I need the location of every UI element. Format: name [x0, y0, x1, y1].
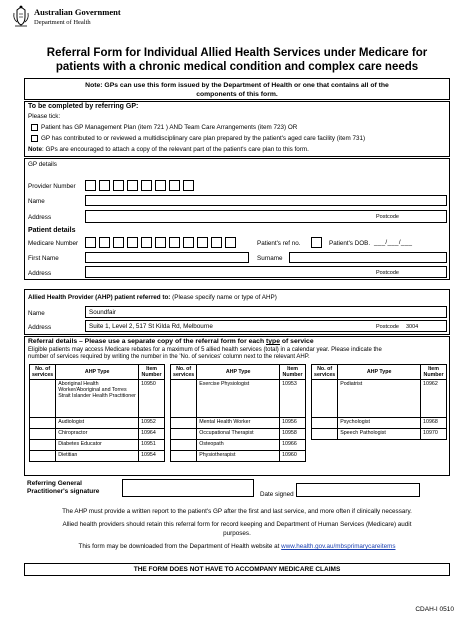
ahp-type-cell: Aboriginal Health Worker/Aboriginal and Torres Strait Islander Health Practitioner — [56, 380, 139, 418]
patient-first-name-field[interactable] — [85, 252, 249, 263]
table-row — [312, 429, 447, 440]
medicare-number-digit[interactable] — [127, 237, 138, 248]
medicare-number-digit[interactable] — [197, 237, 208, 248]
table-row — [171, 440, 306, 451]
note-line-1: Note: GPs can use this form issued by the Department of Health or one that contains all of the — [85, 82, 389, 89]
signature-area — [24, 477, 450, 501]
item-number-cell: 10951 — [139, 440, 165, 451]
health-website-link[interactable]: www.health.gov.au/mbsprimarycareitems — [281, 543, 396, 550]
patient-ref-label: Patient's ref no. — [257, 240, 301, 247]
note-box — [24, 78, 450, 100]
col-item-header: Item Number — [139, 365, 165, 380]
coat-of-arms-icon — [12, 5, 30, 29]
signature-label — [27, 480, 99, 496]
item-number-cell: 10954 — [139, 451, 165, 462]
ahp-table-1 — [29, 364, 165, 462]
table-row — [30, 451, 165, 462]
title-line-1: Referral Form for Individual Allied Health Services under Medicare for — [46, 47, 428, 59]
ahp-postcode-value: 3004 — [406, 324, 419, 330]
referral-desc-2: number of services required by writing the number in the 'No. of services' column next to the relevant AHP. — [28, 354, 310, 360]
ahp-address-label: Address — [28, 324, 52, 331]
no-of-services-cell[interactable] — [171, 380, 197, 418]
date-signed-label: Date signed — [260, 491, 294, 498]
footer-report-note: The AHP must provide a written report to the patient's GP after the first and last service, and more often if clinically necessary. — [62, 508, 412, 515]
ahp-type-cell: Occupational Therapist — [197, 429, 280, 440]
no-of-services-cell[interactable] — [171, 429, 197, 440]
referral-heading-text: Referral details – Please use a separate copy of the referral form for each — [28, 338, 265, 345]
no-of-services-cell[interactable] — [312, 418, 338, 429]
ahp-name-label: Name — [28, 310, 45, 317]
ahp-type-cell: Psychologist — [338, 418, 421, 429]
ahp-section — [24, 289, 450, 335]
claims-notice: THE FORM DOES NOT HAVE TO ACCOMPANY MEDICARE CLAIMS — [24, 563, 450, 576]
ahp-type-cell: Osteopath — [197, 440, 280, 451]
option2-label: GP has contributed to or reviewed a multidisciplinary care plan prepared by the patient's aged care facility (item 731) — [41, 135, 366, 142]
provider-number-digit[interactable] — [113, 180, 124, 191]
footer-retain-line-2: purposes. — [223, 529, 251, 537]
no-of-services-cell[interactable] — [30, 380, 56, 418]
patient-first-name-label: First Name — [28, 255, 59, 262]
table-row — [312, 418, 447, 429]
gp-name-field[interactable] — [85, 195, 447, 206]
col-type-header: AHP Type — [197, 365, 280, 380]
ahp-address-value: Suite 1, Level 2, 517 St Kilda Rd, Melbourne — [89, 323, 213, 330]
provider-number-digit[interactable] — [85, 180, 96, 191]
item-number-cell: 10970 — [421, 429, 447, 440]
col-no-header: No. of services — [312, 365, 338, 380]
ahp-type-cell: Dietitian — [56, 451, 139, 462]
medicare-number-digit[interactable] — [155, 237, 166, 248]
ahp-type-cell: Speech Pathologist — [338, 429, 421, 440]
title-line-2: patients with a chronic medical condition and complex care needs — [55, 61, 419, 73]
footer-retain-line-1: Allied health providers should retain this referral form for record keeping and Department of Human Services (Medicare) audit — [62, 521, 412, 528]
table-row — [30, 418, 165, 429]
provider-number-digit[interactable] — [169, 180, 180, 191]
referral-heading — [28, 338, 314, 345]
government-name: Australian Government — [34, 7, 121, 17]
ahp-type-cell: Mental Health Worker — [197, 418, 280, 429]
gp-postcode-label: Postcode — [376, 214, 399, 220]
gp-note-prefix: Note — [28, 146, 42, 153]
no-of-services-cell[interactable] — [171, 418, 197, 429]
item-number-cell: 10953 — [280, 380, 306, 418]
table-row — [171, 418, 306, 429]
table-row — [312, 380, 447, 418]
patient-dob-label: Patient's DOB. — [329, 240, 371, 247]
table-row — [171, 429, 306, 440]
provider-number-digit[interactable] — [99, 180, 110, 191]
col-no-header: No. of services — [30, 365, 56, 380]
no-of-services-cell[interactable] — [30, 418, 56, 429]
item-number-cell: 10950 — [139, 380, 165, 418]
page-title — [20, 46, 454, 74]
patient-ref-field[interactable] — [311, 237, 322, 248]
ahp-name-field[interactable] — [85, 306, 447, 318]
gp-management-plan-checkbox[interactable] — [31, 124, 38, 131]
patient-postcode-label: Postcode — [376, 270, 399, 276]
ahp-type-cell: Exercise Physiologist — [197, 380, 280, 418]
gp-note — [28, 146, 309, 153]
date-signed-field[interactable] — [296, 483, 420, 497]
patient-details-heading: Patient details — [28, 227, 76, 234]
ahp-table-3 — [311, 364, 447, 440]
ahp-address-field[interactable] — [85, 320, 447, 332]
table-row — [171, 451, 306, 462]
no-of-services-cell[interactable] — [30, 440, 56, 451]
referral-section — [24, 336, 450, 476]
multidisciplinary-plan-checkbox[interactable] — [31, 135, 38, 142]
footer-retain-note — [24, 521, 450, 538]
no-of-services-cell[interactable] — [30, 451, 56, 462]
provider-number-digit[interactable] — [127, 180, 138, 191]
medicare-number-digit[interactable] — [183, 237, 194, 248]
col-no-header: No. of services — [171, 365, 197, 380]
ahp-heading-note: (Please specify name or type of AHP) — [170, 294, 277, 301]
medicare-number-digit[interactable] — [85, 237, 96, 248]
medicare-number-digit[interactable] — [141, 237, 152, 248]
patient-surname-field[interactable] — [289, 252, 447, 263]
referral-heading-underline: type — [266, 338, 280, 345]
provider-number-digit[interactable] — [183, 180, 194, 191]
ahp-postcode-label: Postcode — [376, 324, 399, 330]
table-row — [30, 440, 165, 451]
footer-download-text: This form may be downloaded from the Department of Health website at — [78, 543, 280, 550]
no-of-services-cell[interactable] — [30, 429, 56, 440]
ahp-type-cell: Audiologist — [56, 418, 139, 429]
item-number-cell: 10962 — [421, 380, 447, 418]
department-name: Department of Health — [34, 19, 91, 26]
ahp-heading-bold: Allied Health Provider (AHP) patient referred to: — [28, 294, 171, 301]
no-of-services-cell[interactable] — [171, 440, 197, 451]
ahp-type-cell: Chiropractor — [56, 429, 139, 440]
provider-number-label: Provider Number — [28, 183, 76, 190]
col-item-header: Item Number — [421, 365, 447, 380]
referral-heading-end: of service — [279, 338, 314, 345]
note-line-2: components of this form. — [196, 91, 278, 98]
item-number-cell: 10966 — [280, 440, 306, 451]
patient-address-field[interactable] — [85, 266, 447, 278]
government-logo — [12, 5, 122, 33]
referral-desc-1: Eligible patients may access Medicare rebates for a maximum of 5 allied health services (total) in a calendar year. Please indicate the — [28, 347, 382, 353]
option1-label: Patient has GP Management Plan (item 721 ) AND Team Care Arrangements (item 723) OR — [41, 124, 298, 131]
provider-number-digit[interactable] — [141, 180, 152, 191]
medicare-number-digit[interactable] — [211, 237, 222, 248]
col-type-header: AHP Type — [56, 365, 139, 380]
table-row — [30, 429, 165, 440]
table-row — [30, 380, 165, 418]
table-row — [171, 380, 306, 418]
medicare-number-digit[interactable] — [113, 237, 124, 248]
medicare-number-digit[interactable] — [225, 237, 236, 248]
signature-field[interactable] — [122, 479, 254, 497]
item-number-cell: 10960 — [280, 451, 306, 462]
medicare-number-digit[interactable] — [169, 237, 180, 248]
form-code: CDAH-I 0510 — [415, 606, 454, 613]
no-of-services-cell[interactable] — [171, 451, 197, 462]
col-item-header: Item Number — [280, 365, 306, 380]
gp-address-label: Address — [28, 214, 52, 221]
ahp-type-cell: Physiotherapist — [197, 451, 280, 462]
signature-label-1: Referring General — [27, 480, 82, 487]
patient-dob-field[interactable]: ___/___/___ — [374, 239, 413, 246]
gp-section — [24, 101, 450, 157]
signature-label-2: Practitioner's signature — [27, 488, 100, 495]
footer-download-note — [24, 543, 450, 552]
item-number-cell: 10968 — [421, 418, 447, 429]
patient-address-label: Address — [28, 270, 52, 277]
gp-note-text: : GPs are encouraged to attach a copy of the relevant part of the patient's care plan to this form. — [42, 146, 309, 153]
no-of-services-cell[interactable] — [312, 429, 338, 440]
patient-surname-label: Surname — [257, 255, 283, 262]
item-number-cell: 10956 — [280, 418, 306, 429]
gp-name-label: Name — [28, 198, 45, 205]
gp-address-field[interactable] — [85, 210, 447, 223]
ahp-type-cell: Diabetes Educator — [56, 440, 139, 451]
col-type-header: AHP Type — [338, 365, 421, 380]
ahp-name-value: Soundfair — [89, 309, 116, 316]
medicare-number-label: Medicare Number — [28, 240, 79, 247]
gp-details-heading: GP details — [28, 161, 57, 168]
please-tick-label: Please tick: — [28, 113, 61, 120]
item-number-cell: 10958 — [280, 429, 306, 440]
ahp-table-2 — [170, 364, 306, 462]
provider-number-digit[interactable] — [155, 180, 166, 191]
ahp-heading — [28, 294, 277, 301]
item-number-cell: 10964 — [139, 429, 165, 440]
no-of-services-cell[interactable] — [312, 380, 338, 418]
item-number-cell: 10952 — [139, 418, 165, 429]
medicare-number-digit[interactable] — [99, 237, 110, 248]
gp-section-heading: To be completed by referring GP: — [28, 103, 139, 110]
ahp-type-cell: Podiatrist — [338, 380, 421, 418]
gp-patient-details-section — [24, 158, 450, 280]
